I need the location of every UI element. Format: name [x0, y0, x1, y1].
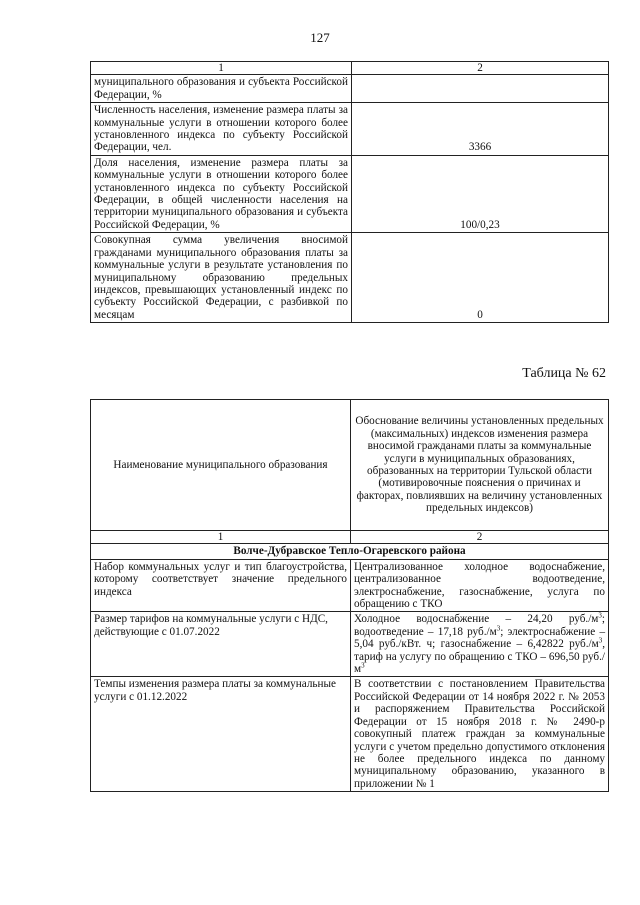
- column-number-row: [91, 62, 609, 75]
- power-unit: руб./кВт. ч;: [378, 638, 436, 651]
- indicator-value: 0: [352, 233, 609, 323]
- separator: ;: [601, 613, 605, 626]
- indicators-table-continued: [90, 61, 609, 323]
- unit-rub-m3: руб./м: [569, 638, 599, 651]
- drainage-label: водоотведение –: [354, 625, 434, 638]
- drainage-value: 17,18: [437, 625, 463, 638]
- column-number-2: 2: [351, 531, 609, 544]
- indicator-label: Численность населения, изменение размера платы за коммунальные услуги в отношении которого более установленного индекса по субъекту Российской Федерации, чел.: [91, 103, 352, 156]
- row-value: Централизованное холодное водоснабжение, централизованное водоотведение, электроснабжение, газоснабжение, услуга по обращению с ТКО: [351, 559, 609, 612]
- indicator-value: [352, 75, 609, 103]
- page-number: 127: [310, 30, 330, 45]
- table-row: [91, 233, 609, 323]
- column-number-1: 1: [91, 62, 352, 75]
- table-caption: Таблица № 62: [522, 366, 606, 381]
- unit-rub-m3: руб./м: [354, 650, 606, 676]
- power-value: 5,04: [354, 638, 374, 651]
- table-62: [90, 399, 609, 792]
- table-row: [91, 103, 609, 156]
- row-label: Набор коммунальных услуг и тип благоустройства, которому соответствует значение предельного индекса: [91, 559, 351, 612]
- unit-exponent: 3: [598, 611, 602, 620]
- tko-value: 696,50: [548, 650, 580, 663]
- separator: ;: [500, 625, 504, 638]
- cold-water-value: 24,20: [527, 613, 553, 626]
- column-number-1: 1: [91, 531, 351, 544]
- indicator-label: Совокупная сумма увеличения вносимой гражданами муниципального образования платы за коммунальные услуги в результате установления по муниципальному образованию предельных индексов, превышающих установленный индекс по субъекту Российской Федерации, с разбивкой по месяцам: [91, 233, 352, 323]
- table-row: [91, 677, 609, 792]
- indicator-value: 3366: [352, 103, 609, 156]
- group-row: [91, 544, 609, 559]
- separator: ,: [602, 638, 606, 651]
- cold-water-label: Холодное водоснабжение –: [354, 613, 512, 626]
- tko-label: тариф на услугу по обращению с ТКО –: [354, 650, 546, 663]
- header-municipality-name: Наименование муниципального образования: [91, 400, 351, 531]
- table-row: [91, 155, 609, 232]
- table-header-row: [91, 400, 609, 531]
- row-value: В соответствии с постановлением Правительства Российской Федерации от 14 ноября 2022 г. № 2053 и распоряжением Правительства Российской Федерации от 15 ноября 2018 г. № 2490-р совокупный платеж граждан за коммунальные услуги с учетом предельно допустимого отклонения не более предельного индекса по данному муниципальному образованию, указанного в приложении № 1: [351, 677, 609, 792]
- indicator-value: 100/0,23: [352, 155, 609, 232]
- tariff-values: [351, 612, 609, 677]
- power-label: электроснабжение –: [507, 625, 606, 638]
- gas-value: 6,42822: [527, 638, 564, 651]
- gas-label: газоснабжение –: [440, 638, 523, 651]
- column-number-row: [91, 531, 609, 544]
- row-label: Темпы изменения размера платы за коммунальные услуги с 01.12.2022: [91, 677, 351, 792]
- row-label: Размер тарифов на коммунальные услуги с НДС, действующие с 01.07.2022: [91, 612, 351, 677]
- table-row: [91, 559, 609, 612]
- header-justification: Обоснование величины установленных предельных (максимальных) индексов изменения размера вносимой гражданами платы за коммунальные услуги в муниципальных образованиях, образованных на территории Тульской области (мотивировочные пояснения о причинах и факторах, повлиявших на величину установленных предельных индексов): [351, 400, 609, 531]
- indicator-label: Доля населения, изменение размера платы за коммунальные услуги в отношении которого более установленного индекса по субъекту Российской Федерации, в общей численности населения на территории муниципального образования и субъекта Российской Федерации, %: [91, 155, 352, 232]
- unit-exponent: 3: [361, 661, 365, 670]
- indicator-label: муниципального образования и субъекта Российской Федерации, %: [91, 75, 352, 103]
- unit-rub-m3: руб./м: [568, 613, 599, 626]
- unit-exponent: 3: [598, 636, 603, 645]
- column-number-2: 2: [352, 62, 609, 75]
- table-row: [91, 75, 609, 103]
- table-row: [91, 612, 609, 677]
- unit-exponent: 3: [496, 624, 501, 633]
- unit-rub-m3: руб./м: [467, 625, 497, 638]
- municipality-title: Волче-Дубравское Тепло-Огаревского района: [91, 544, 609, 559]
